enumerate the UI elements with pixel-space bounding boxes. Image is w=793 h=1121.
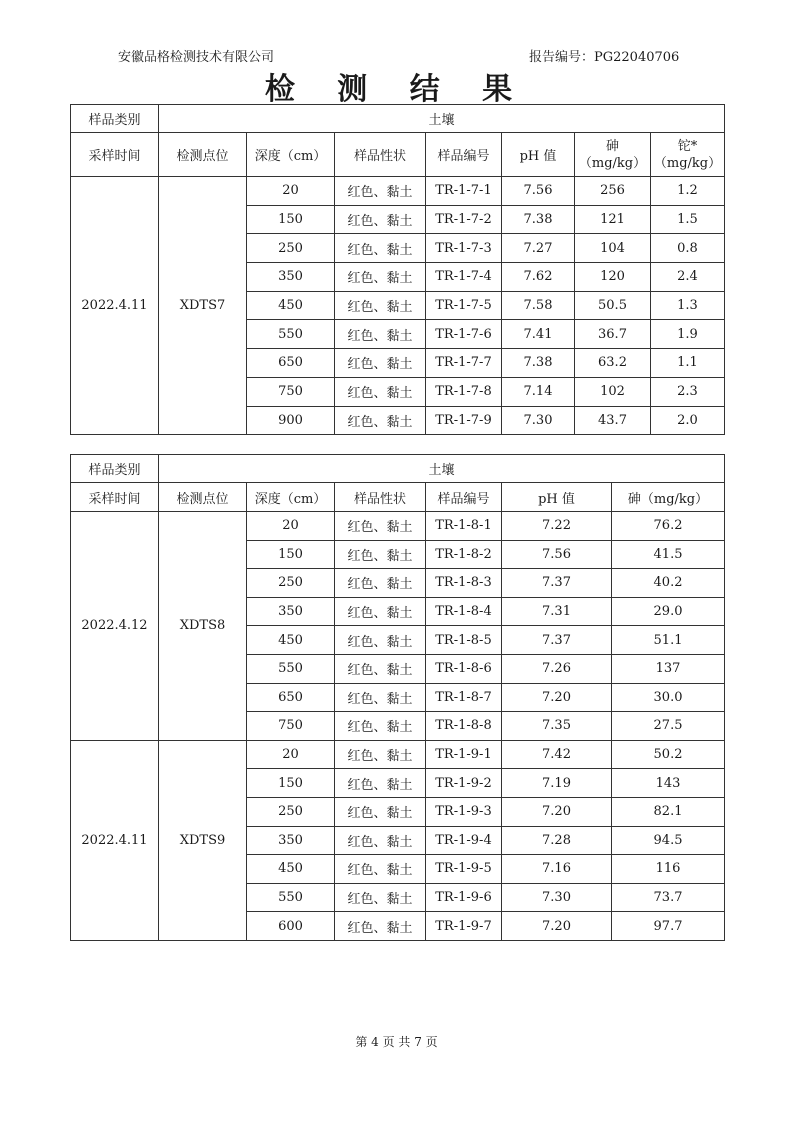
depth-cell: 750: [247, 377, 335, 406]
point-cell: XDTS9: [159, 740, 247, 940]
table-row: [71, 105, 725, 133]
point-cell: XDTS8: [159, 512, 247, 741]
character-cell: 红色、黏土: [335, 712, 426, 741]
ph-cell: 7.37: [502, 569, 612, 598]
arsenic-unit: （mg/kg）: [578, 155, 647, 171]
table-row: [71, 177, 725, 206]
sample-cell: TR-1-7-3: [426, 234, 502, 263]
col-header-point: 检测点位: [159, 483, 247, 512]
sample-cell: TR-1-7-4: [426, 263, 502, 292]
arsenic-cell: 41.5: [612, 540, 725, 569]
sample-category-label: 样品类别: [71, 105, 159, 133]
sampling-date-cell: 2022.4.12: [71, 512, 159, 741]
report-number: 报告编号：PG22040706: [529, 50, 680, 65]
sampling-date-cell: 2022.4.11: [71, 740, 159, 940]
thallium-cell: 0.8: [651, 234, 725, 263]
depth-cell: 900: [247, 406, 335, 435]
depth-cell: 450: [247, 291, 335, 320]
sample-cell: TR-1-8-6: [426, 654, 502, 683]
col-header-arsenic: [575, 133, 651, 177]
col-header-sample-no: 样品编号: [426, 133, 502, 177]
sample-cell: TR-1-9-6: [426, 883, 502, 912]
col-header-arsenic: 砷（mg/kg）: [612, 483, 725, 512]
thallium-cell: 2.3: [651, 377, 725, 406]
depth-cell: 150: [247, 540, 335, 569]
arsenic-cell: 102: [575, 377, 651, 406]
col-header-sampling-time: 采样时间: [71, 483, 159, 512]
arsenic-cell: 29.0: [612, 597, 725, 626]
thallium-unit: （mg/kg）: [653, 155, 722, 171]
page-title: 检 测 结 果: [264, 72, 529, 107]
ph-cell: 7.30: [502, 406, 575, 435]
character-cell: 红色、黏土: [335, 234, 426, 263]
character-cell: 红色、黏土: [335, 683, 426, 712]
ph-cell: 7.31: [502, 597, 612, 626]
ph-cell: 7.30: [502, 883, 612, 912]
arsenic-cell: 82.1: [612, 797, 725, 826]
thallium-cell: 2.0: [651, 406, 725, 435]
arsenic-cell: 143: [612, 769, 725, 798]
sample-category-value: 土壤: [159, 105, 725, 133]
depth-cell: 450: [247, 855, 335, 884]
sample-cell: TR-1-8-3: [426, 569, 502, 598]
character-cell: 红色、黏土: [335, 569, 426, 598]
character-cell: 红色、黏土: [335, 177, 426, 206]
ph-cell: 7.14: [502, 377, 575, 406]
ph-cell: 7.42: [502, 740, 612, 769]
sample-cell: TR-1-7-5: [426, 291, 502, 320]
character-cell: 红色、黏土: [335, 740, 426, 769]
ph-cell: 7.16: [502, 855, 612, 884]
depth-cell: 150: [247, 205, 335, 234]
arsenic-cell: 27.5: [612, 712, 725, 741]
sample-cell: TR-1-7-1: [426, 177, 502, 206]
arsenic-cell: 63.2: [575, 349, 651, 378]
ph-cell: 7.28: [502, 826, 612, 855]
ph-cell: 7.35: [502, 712, 612, 741]
character-cell: 红色、黏土: [335, 769, 426, 798]
depth-cell: 450: [247, 626, 335, 655]
sample-cell: TR-1-8-2: [426, 540, 502, 569]
depth-cell: 150: [247, 769, 335, 798]
table-header-row: [71, 483, 725, 512]
ph-cell: 7.19: [502, 769, 612, 798]
depth-cell: 650: [247, 349, 335, 378]
arsenic-cell: 97.7: [612, 912, 725, 941]
depth-cell: 750: [247, 712, 335, 741]
company-name: 安徽品格检测技术有限公司: [118, 50, 275, 65]
sample-cell: TR-1-7-9: [426, 406, 502, 435]
arsenic-cell: 73.7: [612, 883, 725, 912]
depth-cell: 550: [247, 320, 335, 349]
arsenic-cell: 137: [612, 654, 725, 683]
character-cell: 红色、黏土: [335, 597, 426, 626]
character-cell: 红色、黏土: [335, 912, 426, 941]
thallium-name: 铊*: [677, 138, 698, 154]
arsenic-cell: 43.7: [575, 406, 651, 435]
ph-cell: 7.37: [502, 626, 612, 655]
sample-cell: TR-1-8-7: [426, 683, 502, 712]
sample-category-label: 样品类别: [71, 455, 159, 483]
character-cell: 红色、黏土: [335, 826, 426, 855]
sample-category-value: 土壤: [159, 455, 725, 483]
sample-cell: TR-1-9-3: [426, 797, 502, 826]
ph-cell: 7.62: [502, 263, 575, 292]
ph-cell: 7.56: [502, 540, 612, 569]
sample-cell: TR-1-7-6: [426, 320, 502, 349]
depth-cell: 250: [247, 569, 335, 598]
ph-cell: 7.56: [502, 177, 575, 206]
ph-cell: 7.20: [502, 683, 612, 712]
sample-cell: TR-1-9-7: [426, 912, 502, 941]
character-cell: 红色、黏土: [335, 540, 426, 569]
ph-cell: 7.20: [502, 912, 612, 941]
results-table-1: [70, 104, 725, 435]
character-cell: 红色、黏土: [335, 320, 426, 349]
sample-cell: TR-1-7-8: [426, 377, 502, 406]
sample-cell: TR-1-8-4: [426, 597, 502, 626]
sample-cell: TR-1-8-5: [426, 626, 502, 655]
results-table-2: [70, 454, 725, 941]
ph-cell: 7.20: [502, 797, 612, 826]
table-header-row: [71, 133, 725, 177]
thallium-cell: 1.3: [651, 291, 725, 320]
arsenic-cell: 40.2: [612, 569, 725, 598]
ph-cell: 7.26: [502, 654, 612, 683]
thallium-cell: 2.4: [651, 263, 725, 292]
arsenic-cell: 30.0: [612, 683, 725, 712]
point-cell: XDTS7: [159, 177, 247, 435]
col-header-ph: pH 值: [502, 133, 575, 177]
character-cell: 红色、黏土: [335, 406, 426, 435]
table-row: [71, 455, 725, 483]
sample-cell: TR-1-9-1: [426, 740, 502, 769]
character-cell: 红色、黏土: [335, 883, 426, 912]
col-header-depth: 深度（cm）: [247, 133, 335, 177]
arsenic-cell: 116: [612, 855, 725, 884]
thallium-cell: 1.1: [651, 349, 725, 378]
sample-cell: TR-1-8-8: [426, 712, 502, 741]
thallium-cell: 1.5: [651, 205, 725, 234]
depth-cell: 250: [247, 234, 335, 263]
character-cell: 红色、黏土: [335, 291, 426, 320]
arsenic-cell: 256: [575, 177, 651, 206]
arsenic-cell: 51.1: [612, 626, 725, 655]
arsenic-cell: 121: [575, 205, 651, 234]
arsenic-cell: 50.5: [575, 291, 651, 320]
depth-cell: 350: [247, 597, 335, 626]
sample-cell: TR-1-8-1: [426, 512, 502, 541]
arsenic-cell: 36.7: [575, 320, 651, 349]
character-cell: 红色、黏土: [335, 349, 426, 378]
depth-cell: 550: [247, 654, 335, 683]
ph-cell: 7.27: [502, 234, 575, 263]
col-header-ph: pH 值: [502, 483, 612, 512]
table-row: [71, 740, 725, 769]
character-cell: 红色、黏土: [335, 263, 426, 292]
arsenic-cell: 76.2: [612, 512, 725, 541]
ph-cell: 7.41: [502, 320, 575, 349]
character-cell: 红色、黏土: [335, 205, 426, 234]
col-header-sample-no: 样品编号: [426, 483, 502, 512]
ph-cell: 7.38: [502, 205, 575, 234]
depth-cell: 550: [247, 883, 335, 912]
sample-cell: TR-1-9-5: [426, 855, 502, 884]
sample-cell: TR-1-9-2: [426, 769, 502, 798]
arsenic-cell: 120: [575, 263, 651, 292]
col-header-depth: 深度（cm）: [247, 483, 335, 512]
col-header-point: 检测点位: [159, 133, 247, 177]
depth-cell: 20: [247, 177, 335, 206]
arsenic-cell: 50.2: [612, 740, 725, 769]
character-cell: 红色、黏土: [335, 654, 426, 683]
character-cell: 红色、黏土: [335, 797, 426, 826]
table-row: [71, 512, 725, 541]
sample-cell: TR-1-7-7: [426, 349, 502, 378]
depth-cell: 600: [247, 912, 335, 941]
ph-cell: 7.38: [502, 349, 575, 378]
depth-cell: 350: [247, 826, 335, 855]
col-header-character: 样品性状: [335, 483, 426, 512]
col-header-thallium: [651, 133, 725, 177]
character-cell: 红色、黏土: [335, 626, 426, 655]
character-cell: 红色、黏土: [335, 855, 426, 884]
ph-cell: 7.58: [502, 291, 575, 320]
character-cell: 红色、黏土: [335, 377, 426, 406]
depth-cell: 20: [247, 740, 335, 769]
depth-cell: 650: [247, 683, 335, 712]
sampling-date-cell: 2022.4.11: [71, 177, 159, 435]
arsenic-name: 砷: [605, 138, 619, 154]
sample-cell: TR-1-7-2: [426, 205, 502, 234]
depth-cell: 250: [247, 797, 335, 826]
col-header-sampling-time: 采样时间: [71, 133, 159, 177]
col-header-character: 样品性状: [335, 133, 426, 177]
ph-cell: 7.22: [502, 512, 612, 541]
thallium-cell: 1.2: [651, 177, 725, 206]
arsenic-cell: 94.5: [612, 826, 725, 855]
depth-cell: 20: [247, 512, 335, 541]
sample-cell: TR-1-9-4: [426, 826, 502, 855]
character-cell: 红色、黏土: [335, 512, 426, 541]
depth-cell: 350: [247, 263, 335, 292]
page-footer: 第 4 页 共 7 页: [355, 1035, 438, 1049]
thallium-cell: 1.9: [651, 320, 725, 349]
arsenic-cell: 104: [575, 234, 651, 263]
